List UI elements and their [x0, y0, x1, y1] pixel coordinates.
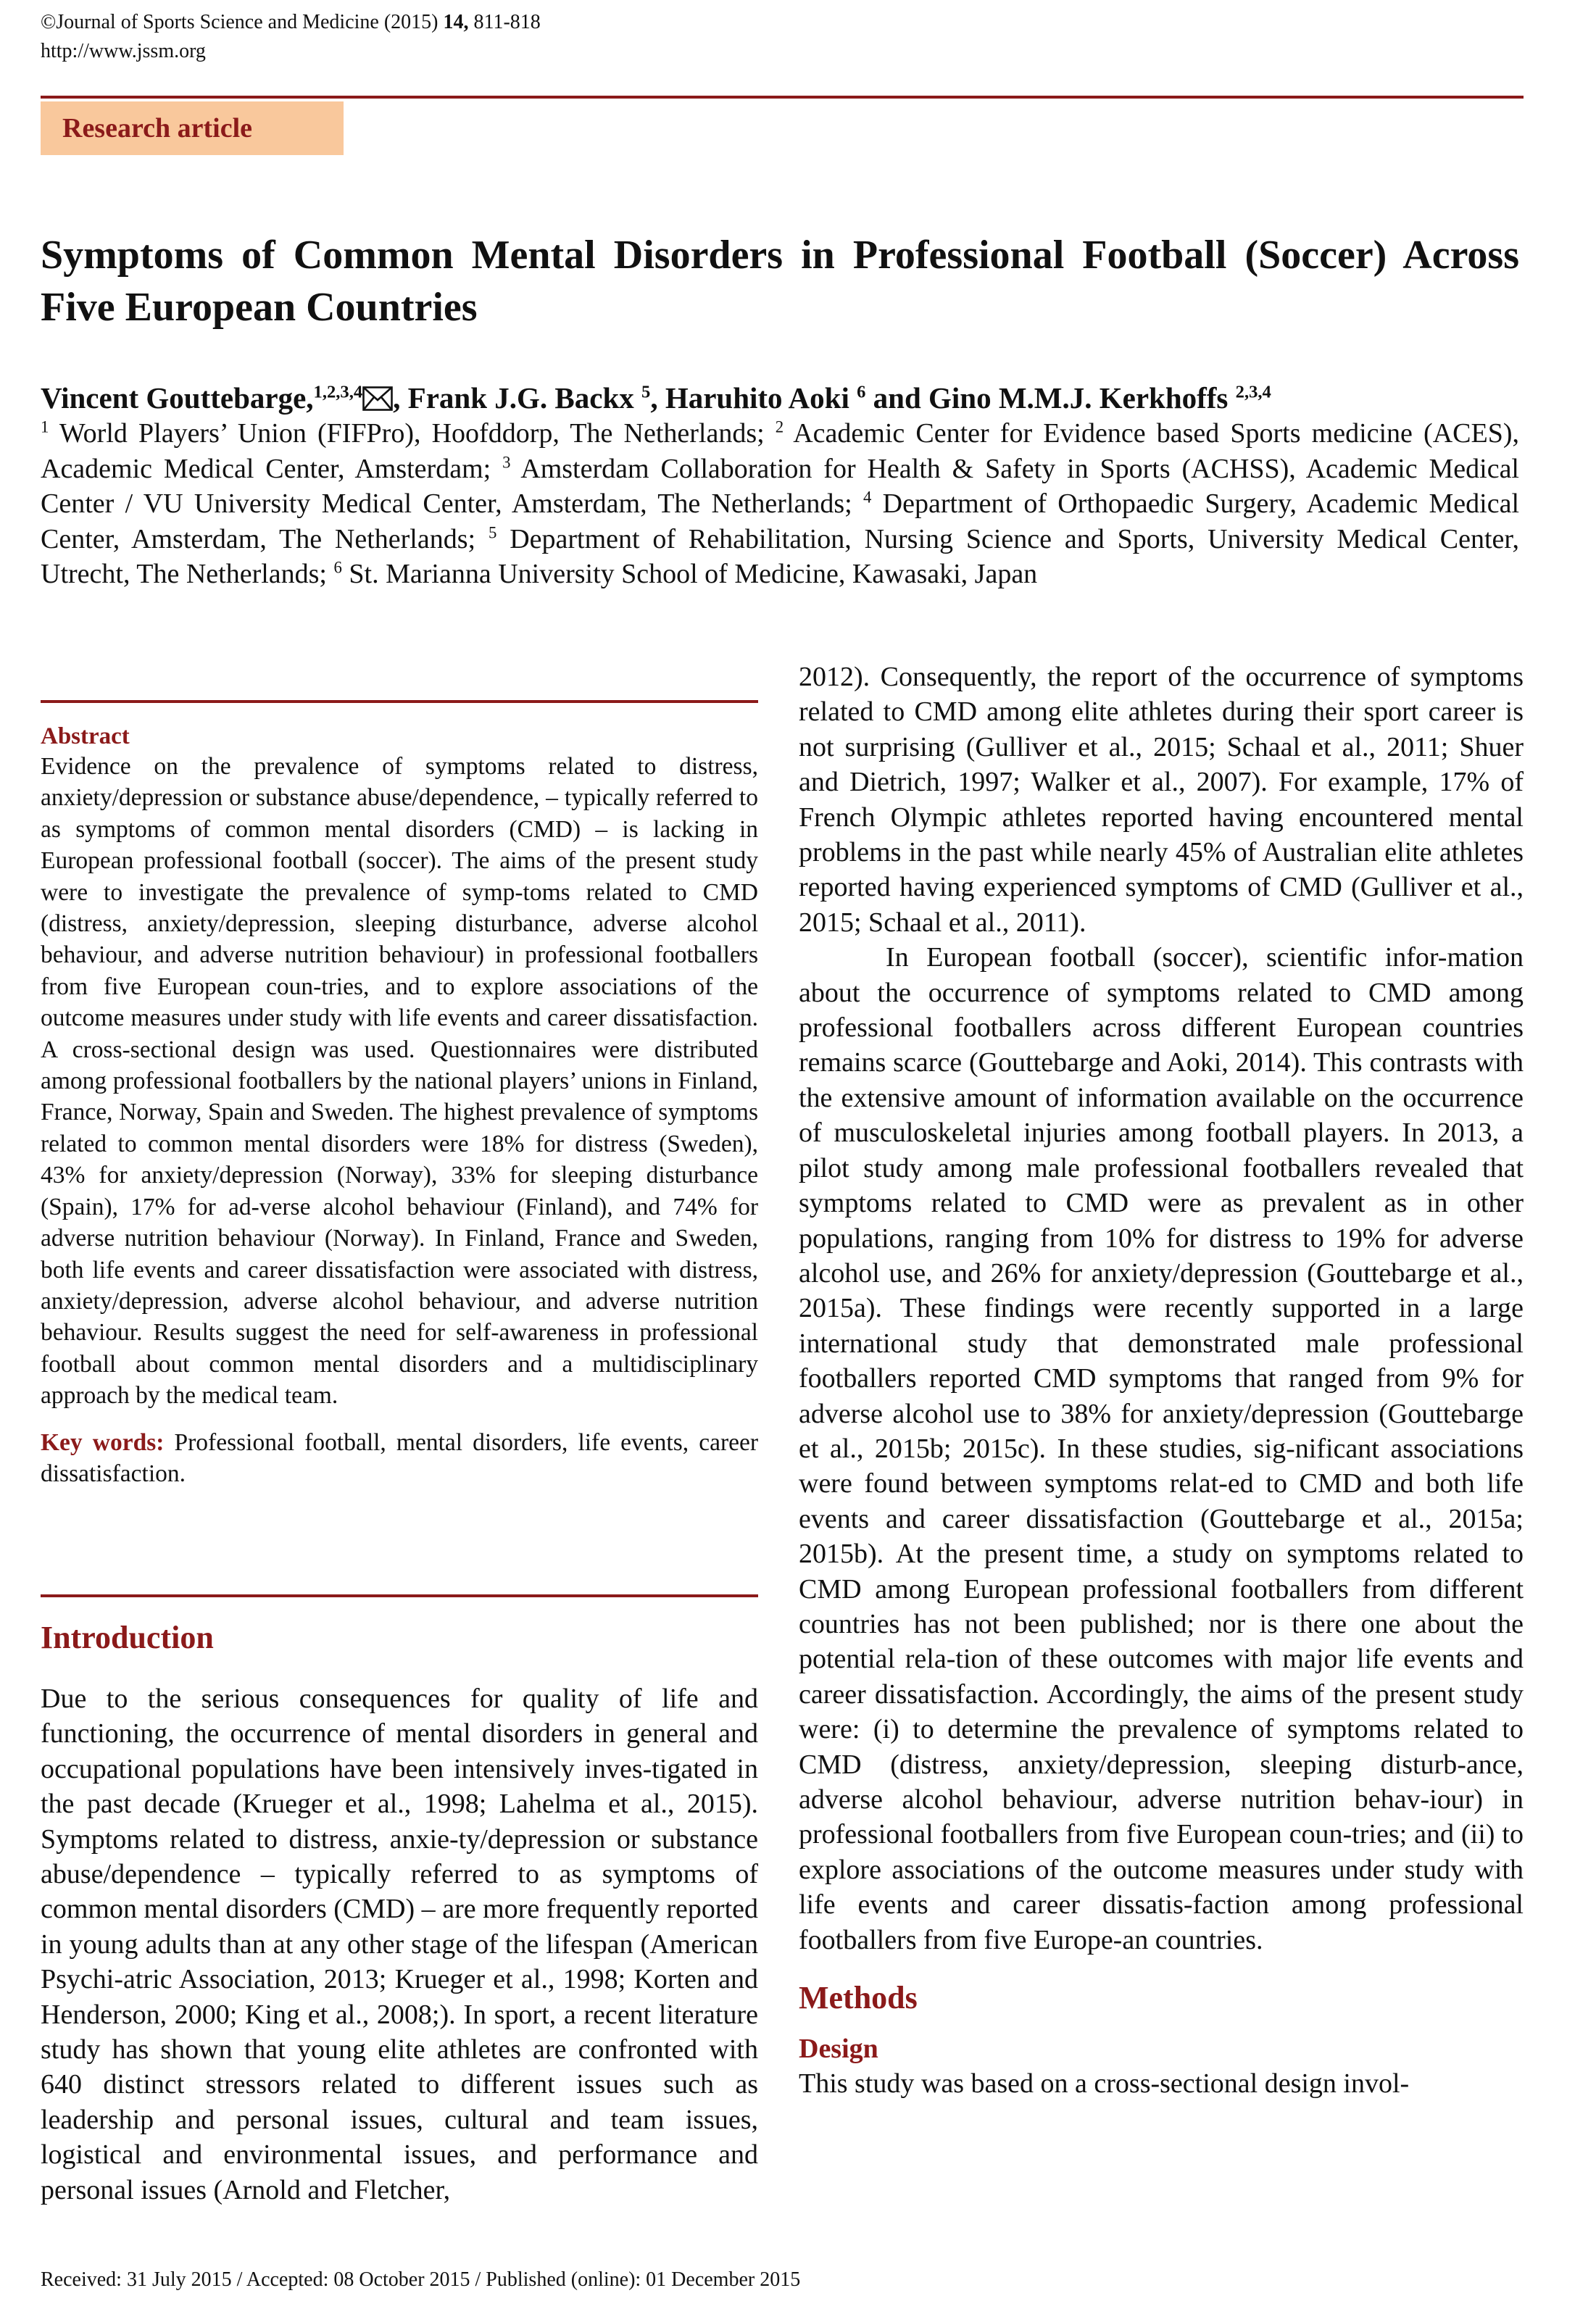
author-name: , Haruhito Aoki	[650, 381, 857, 415]
abstract-top-rule	[41, 700, 758, 703]
introduction-heading: Introduction	[41, 1620, 214, 1655]
introduction-paragraph-1: Due to the serious consequences for quality of life and functioning, the occurrence of mental disorders in general and occupational populations have been intensively inves-tigated in the past decade (Krueger et al., 1998; Lahelma et al., 2015). Symptoms related to distress, anxie-ty/depression or substance abuse/dependence – typically referred to as symptoms of common mental disorders (CMD) – are more frequently reported in young adults than at any other stage of the lifespan (American Psychi-atric Association, 2013; Krueger et al., 1998; Korten and Henderson, 2000; King et al., 2008;). In sport, a recent literature study has shown that young elite athletes are confronted with 640 distinct stressors related to different issues such as leadership and personal issues, cultural and team issues, logistical and environmental issues, and performance and personal issues (Arnold and Fletcher,	[41, 1684, 758, 2205]
author-affiliation-ref: 1,2,3,4	[313, 382, 363, 402]
abstract-heading: Abstract	[41, 723, 130, 749]
affiliations	[41, 416, 1519, 592]
author-affiliation-ref: 5	[641, 382, 651, 402]
affiliation-number: 2	[775, 417, 784, 436]
author-name: Vincent Gouttebarge,	[41, 381, 314, 415]
journal-volume: 14,	[443, 11, 469, 33]
publication-dates: Received: 31 July 2015 / Accepted: 08 October 2015 / Published (online): 01 December 2015	[41, 2268, 801, 2291]
journal-url[interactable]: http://www.jssm.org	[41, 40, 206, 62]
abstract-text: Evidence on the prevalence of symptoms related to distress, anxiety/depression or substance abuse/dependence, – typically referred to as symptoms of common mental disorders (CMD) – is lacking in European professional football (soccer). The aims of the present study were to investigate the prevalence of symp-toms related to CMD (distress, anxiety/depression, sleeping disturbance, adverse alcohol behaviour, and adverse nutrition behaviour) in professional footballers from five European coun-tries, and to explore associations of the outcome measures under study with life events and career dissatisfaction. A cross-sectional design was used. Questionnaires were distributed among professional footballers by the national players’ unions in Finland, France, Norway, Spain and Sweden. The highest prevalence of symptoms related to common mental disorders were 18% for distress (Sweden), 43% for anxiety/depression (Norway), 33% for sleeping disturbance (Spain), 17% for ad-verse alcohol behaviour (Finland), and 74% for adverse nutrition behaviour (Norway). In Finland, France and Sweden, both life events and career dissatisfaction were associated with distress, anxiety/depression, adverse alcohol behaviour, and adverse nutrition behaviour. Results suggest the need for self-awareness in professional football about common mental disorders and a multidisciplinary approach by the medical team.	[41, 753, 758, 1410]
journal-citation	[41, 9, 541, 36]
right-column	[799, 659, 1524, 2101]
affiliation-number: 3	[502, 452, 511, 471]
journal-pages: 811-818	[468, 11, 541, 33]
affiliation-text: World Players’ Union (FIFPro), Hoofddorp, The Netherlands;	[49, 418, 776, 449]
introduction-left	[41, 1618, 758, 2208]
abstract-bottom-rule	[41, 1594, 758, 1597]
author-affiliation-ref: 2,3,4	[1235, 382, 1271, 402]
left-column	[41, 722, 758, 1489]
affiliation-number: 5	[488, 523, 497, 541]
author-name: , Frank J.G. Backx	[393, 381, 642, 415]
introduction-paragraph-2: In European football (soccer), scientific infor-mation about the occurrence of symptoms related to CMD among professional footballers across different European countries remains scarce (Gouttebarge and Aoki, 2014). This contrasts with the extensive amount of information available on the occurrence of musculoskeletal injuries among football players. In 2013, a pilot study among male professional footballers revealed that symptoms related to CMD were as prevalent as in other populations, ranging from 10% for distress to 19% for adverse alcohol use, and 26% for anxiety/depression (Gouttebarge et al., 2015a). These findings were recently supported in a large international study that demonstrated male professional footballers reported CMD symptoms that ranged from 9% for adverse alcohol use to 38% for anxiety/depression (Gouttebarge et al., 2015b; 2015c). In these studies, sig-nificant associations were found between symptoms relat-ed to CMD and both life events and career dissatisfaction (Gouttebarge et al., 2015a; 2015b). At the present time, a study on symptoms related to CMD among European professional footballers from different countries has not been published; nor is there one about the potential rela-tion of these outcomes with major life events and career dissatisfaction. Accordingly, the aims of the present study were: (i) to determine the prevalence of symptoms related to CMD (distress, anxiety/depression, sleeping disturb-ance, adverse alcohol behaviour, adverse nutrition behav-iour) in professional footballers from five European coun-tries; and (ii) to explore associations of the outcome measures under study with life events and career dissatis-faction among professional footballers from five Europe-an countries.	[799, 942, 1524, 1955]
author-name: and Gino M.M.J. Kerkhoffs	[865, 381, 1236, 415]
affiliation-text: Academic Center for Evidence based Sports medicine (ACES), Academic Medical Center, Amsterdam;	[41, 418, 1519, 484]
envelope-icon[interactable]	[362, 386, 393, 411]
affiliation-text: Department of Rehabilitation, Nursing Science and Sports, University Medical Center, Utrecht, The Netherlands;	[41, 523, 1519, 589]
affiliation-number: 4	[863, 488, 872, 507]
keywords	[41, 1427, 758, 1490]
affiliation-text: Department of Orthopaedic Surgery, Academic Medical Center, Amsterdam, The Netherlands;	[41, 488, 1519, 554]
keywords-label: Key words:	[41, 1428, 165, 1456]
header-rule	[41, 96, 1524, 99]
author-affiliation-ref: 6	[857, 382, 866, 402]
article-type-label: Research article	[62, 113, 253, 143]
design-heading: Design	[799, 2034, 878, 2065]
introduction-paragraph-1-continued: 2012). Consequently, the report of the occurrence of symptoms related to CMD among elite athletes during their sport career is not surprising (Gulliver et al., 2015; Schaal et al., 2011; Shuer and Dietrich, 1997; Walker et al., 2007). For example, 17% of French Olympic athletes reported having encountered mental problems in the past while nearly 45% of Australian elite athletes reported having experienced symptoms of CMD (Gulliver et al., 2015; Schaal et al., 2011).	[799, 662, 1524, 938]
article-title: Symptoms of Common Mental Disorders in Professional Football (Soccer) Across Five European Countries	[41, 233, 1519, 330]
design-text: This study was based on a cross-sectional design invol-	[799, 2068, 1410, 2100]
author-list	[41, 377, 1555, 419]
journal-prefix: ©Journal of Sports Science and Medicine (2015)	[41, 11, 444, 33]
affiliation-text: St. Marianna University School of Medicine, Kawasaki, Japan	[341, 559, 1038, 589]
affiliation-text: Amsterdam Collaboration for Health & Safety in Sports (ACHSS), Academic Medical Center / VU University Medical Center, Amsterdam, The Netherlands;	[41, 453, 1519, 519]
methods-heading: Methods	[799, 1980, 918, 2016]
keywords-text: Professional football, mental disorders, life events, career dissatisfaction.	[41, 1428, 759, 1487]
affiliation-number: 6	[333, 558, 342, 577]
affiliation-number: 1	[41, 417, 49, 436]
article-type-badge	[41, 101, 344, 155]
